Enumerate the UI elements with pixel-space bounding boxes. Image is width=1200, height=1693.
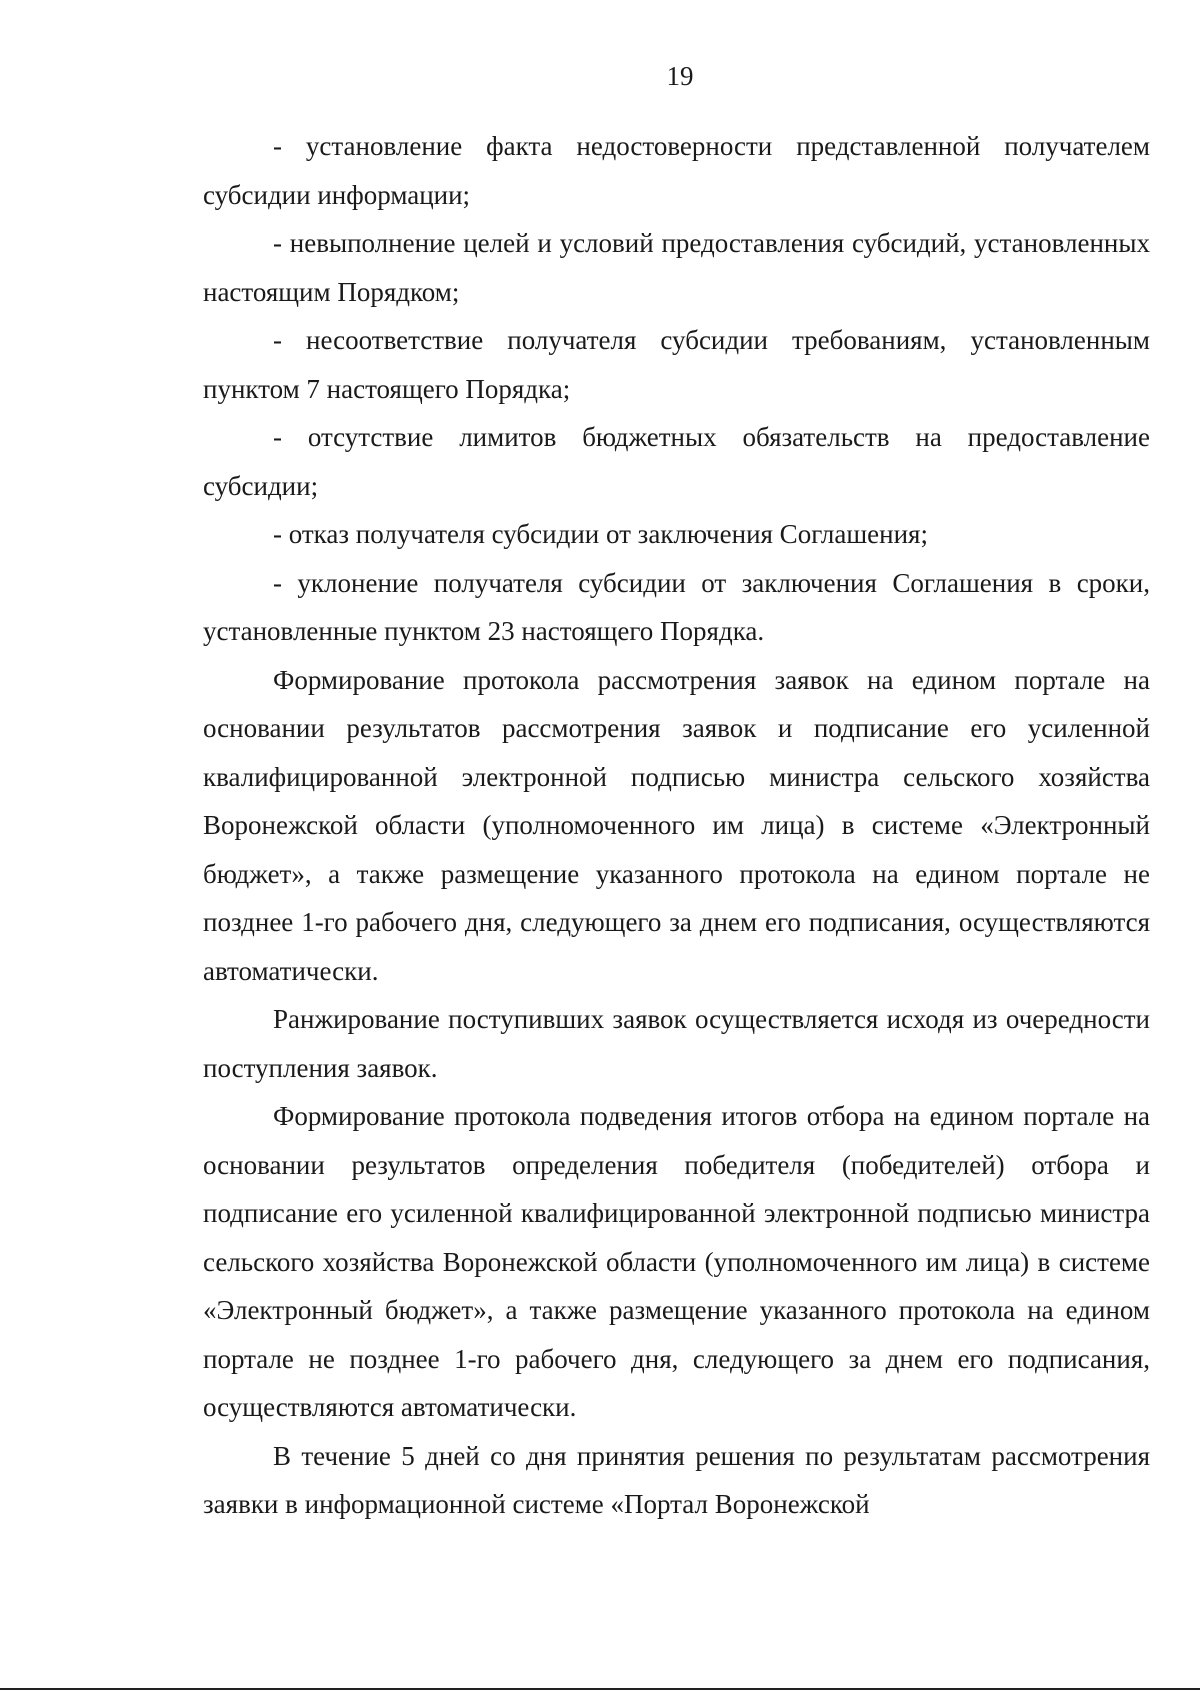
paragraph-unreliable-info: - установление факта недостоверности представленной получателем субсидии информации; bbox=[203, 131, 1150, 210]
paragraph-review-protocol: Формирование протокола рассмотрения заявок на едином портале на основании результатов рассмотрения заявок и подписание его усиленной квалифицированной электронной подписью министра сельского хозяйства Воронежской области (уполномоченного им лица) в системе «Электронный бюджет», а также размещение указанного протокола на едином портале не позднее 1-го рабочего дня, следующего за днем его подписания, осуществляются автоматически. bbox=[203, 664, 1150, 986]
document-body bbox=[203, 122, 1150, 1529]
paragraph-goals-not-met: - невыполнение целей и условий предоставления субсидий, установленных настоящим Порядком; bbox=[203, 228, 1150, 307]
paragraph-no-budget-limits: - отсутствие лимитов бюджетных обязательств на предоставление субсидии; bbox=[203, 422, 1150, 501]
paragraph-ranking: Ранжирование поступивших заявок осуществляется исходя из очередности поступления заявок. bbox=[203, 1004, 1150, 1083]
paragraph-five-days: В течение 5 дней со дня принятия решения по результатам рассмотрения заявки в информационной системе «Портал Воронежской bbox=[203, 1440, 1150, 1519]
paragraph-agreement-refusal: - отказ получателя субсидии от заключения Соглашения; bbox=[273, 519, 928, 549]
paragraph-agreement-evasion: - уклонение получателя субсидии от заключения Соглашения в сроки, установленные пунктом 23 настоящего Порядка. bbox=[203, 567, 1150, 646]
bottom-rule bbox=[0, 1688, 1200, 1690]
paragraph-requirements-mismatch: - несоответствие получателя субсидии требованиям, установленным пунктом 7 настоящего Порядка; bbox=[203, 325, 1150, 404]
page-number: 19 bbox=[666, 61, 694, 91]
paragraph-results-protocol: Формирование протокола подведения итогов отбора на едином портале на основании результатов определения победителя (победителей) отбора и подписание его усиленной квалифицированной электронной подписью министра сельского хозяйства Воронежской области (уполномоченного им лица) в системе «Электронный бюджет», а также размещение указанного протокола на едином портале не позднее 1-го рабочего дня, следующего за днем его подписания, осуществляются автоматически. bbox=[203, 1101, 1150, 1422]
